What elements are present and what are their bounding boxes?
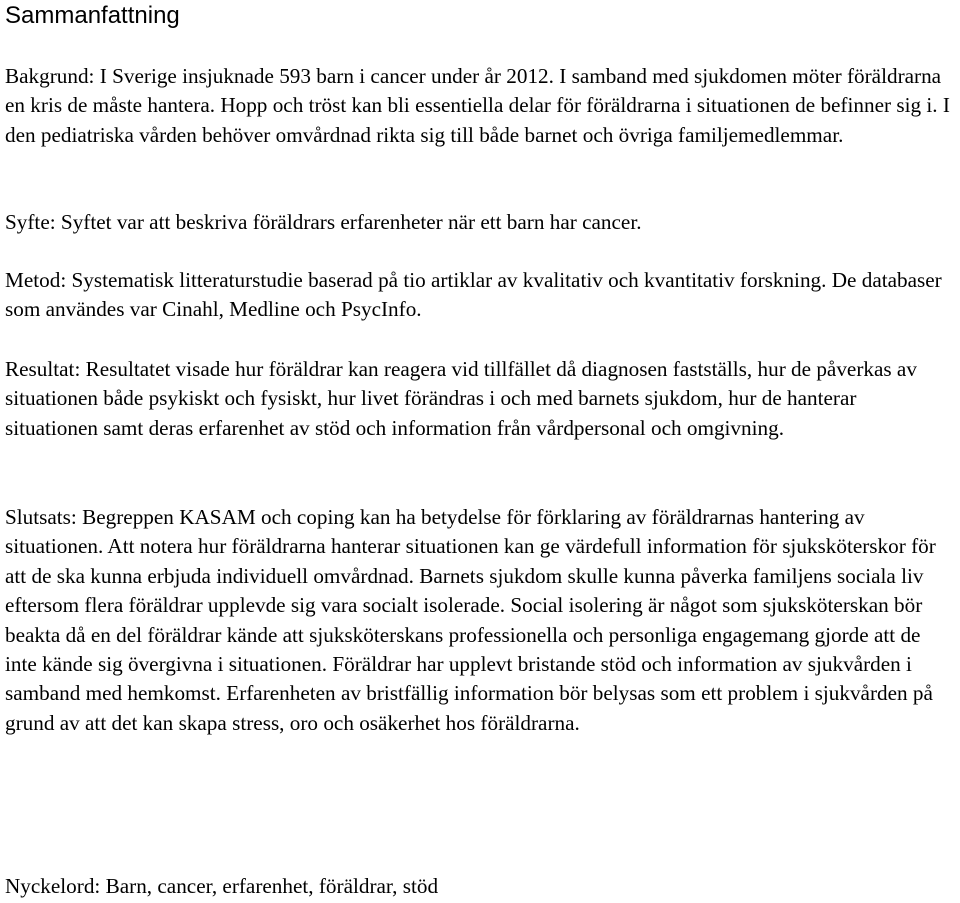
document-page bbox=[5, 0, 950, 898]
syfte-label: Syfte: bbox=[5, 210, 56, 234]
metod-paragraph bbox=[5, 266, 950, 325]
nyckelord-label: Nyckelord: bbox=[5, 874, 101, 898]
slutsats-paragraph bbox=[5, 503, 950, 738]
page-title: Sammanfattning bbox=[5, 2, 180, 29]
syfte-paragraph bbox=[5, 208, 950, 237]
metod-label: Metod: bbox=[5, 268, 67, 292]
metod-text: Systematisk litteraturstudie baserad på tio artiklar av kvalitativ och kvantitativ forskning. De databaser som användes var Cinahl, Medline och PsycInfo. bbox=[5, 268, 942, 322]
bakgrund-label: Bakgrund: bbox=[5, 64, 95, 88]
slutsats-label: Slutsats: bbox=[5, 505, 77, 529]
nyckelord-paragraph bbox=[5, 872, 950, 901]
resultat-label: Resultat: bbox=[5, 357, 81, 381]
resultat-paragraph bbox=[5, 355, 950, 443]
bakgrund-text: I Sverige insjuknade 593 barn i cancer under år 2012. I samband med sjukdomen möter föräldrarna en kris de måste hantera. Hopp och tröst kan bli essentiella delar för föräldrarna i situationen de befinner sig i. I den pediatriska vården behöver omvårdnad rikta sig till både barnet och övriga familjemedlemmar. bbox=[5, 64, 950, 147]
syfte-text: Syftet var att beskriva föräldrars erfarenheter när ett barn har cancer. bbox=[55, 210, 642, 234]
nyckelord-text: Barn, cancer, erfarenhet, föräldrar, stöd bbox=[100, 874, 439, 898]
slutsats-text: Begreppen KASAM och coping kan ha betydelse för förklaring av föräldrarnas hantering av situationen. Att notera hur föräldrarna hanterar situationen kan ge värdefull information för sjuksköterskor för att de ska kunna erbjuda individuell omvårdnad. Barnets sjukdom skulle kunna påverka familjens sociala liv eftersom flera föräldrar upplevde sig vara socialt isolerade. Social isolering är något som sjuksköterskan bör beakta då en del föräldrar kände att sjuksköterskans professionella och personliga engagemang gjorde att de inte kände sig övergivna i situationen. Föräldrar har upplevt bristande stöd och information av sjukvården i samband med hemkomst. Erfarenheten av bristfällig information bör belysas som ett problem i sjukvården på grund av att det kan skapa stress, oro och osäkerhet hos föräldrarna. bbox=[5, 505, 936, 735]
bakgrund-paragraph bbox=[5, 62, 950, 150]
resultat-text: Resultatet visade hur föräldrar kan reagera vid tillfället då diagnosen fastställs, hur de påverkas av situationen både psykiskt och fysiskt, hur livet förändras i och med barnets sjukdom, hur de hanterar situationen samt deras erfarenhet av stöd och information från vårdpersonal och omgivning. bbox=[5, 357, 917, 440]
